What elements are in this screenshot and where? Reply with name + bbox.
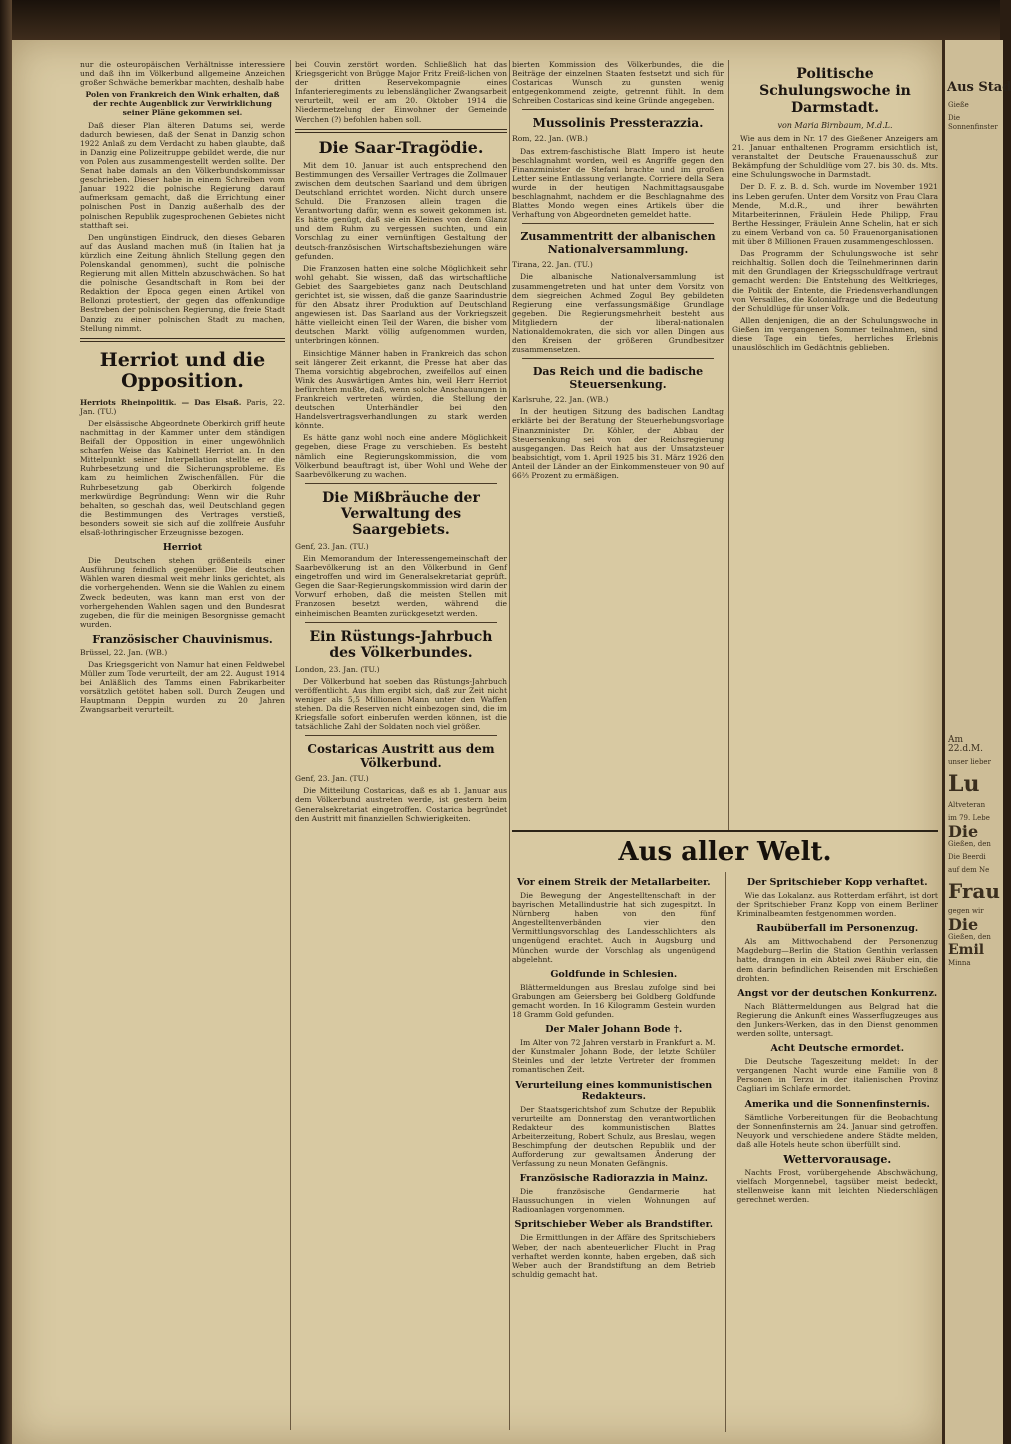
- article-text: Die Franzosen hatten eine solche Möglichkeit sehr wohl gehabt. Sie wissen, daß das wirtschaftliche Gebiet des Saargebietes ganz nach Deutschland gerichtet ist, sie wissen, daß die ganze Saarindustrie für den Absatz ihrer Produktion auf Deutschland angewiesen ist. Das Saarland aus der Vorkriegszeit hätte vielleicht einen Teil der Waren, die bisher vom deutschen Markt völlig aufgenommen wurden, unterbringen können.: [295, 263, 507, 346]
- dateline: London, 23. Jan. (TU.): [295, 664, 380, 674]
- dateline: Brüssel, 22. Jan. (WB.): [80, 647, 168, 657]
- item-title: Raubüberfall im Personenzug.: [756, 923, 919, 935]
- adjacent-line: im 79. Lebe: [948, 814, 990, 822]
- item-title: Amerika und die Sonnenfinsternis.: [744, 1098, 930, 1110]
- article-text: Wie aus dem in Nr. 17 des Gießener Anzeigers am 21. Januar enthaltenen Programm ersichtlich ist, veranstaltet der Deutsche Frauenausschuß zur Bekämpfung der Schuldlüge vom 27. bis 30. ds. Mts. eine Schulungswoche in Darmstadt.: [732, 134, 938, 180]
- article-text: In der heutigen Sitzung des badischen Landtag erklärte bei der Beratung der Steuerhebungsvorlage Finanzminister Dr. Köhler, der Abbau der Steuersenkung sei von der Reichsregierung ausgegangen. Das Reich hat aus der Umsatzsteuer beabsichtigt, vom 1. April 1925 bis 31. März 1926 den Anteil der Länder an der Einkommensteuer von 90 auf 66⅔ Prozent zu ermäßigen.: [512, 407, 724, 480]
- column-rule: [509, 60, 510, 1430]
- adjacent-line: Die: [948, 915, 979, 934]
- item-title: Angst vor der deutschen Konkurrenz.: [737, 987, 938, 999]
- separator: [305, 483, 497, 484]
- item-title: Acht Deutsche ermordet.: [770, 1043, 905, 1055]
- article-text: Allen denjenigen, die an der Schulungswoche in Gießen im vergangenen Sommer teilnahmen, sind diese Tage ein tiefes, herrliches Erlebnis unauslöschlich im Gedächtnis geblieben.: [732, 315, 938, 353]
- item-text: Blättermeldungen aus Breslau zufolge sind bei Grabungen am Geiersberg bei Goldberg Goldfunde gemacht worden. In 16 Kilogramm Gestein wurden 18 Gramm Gold gefunden.: [512, 982, 716, 1020]
- headline: Ein Rüstungs-Jahrbuch des Völkerbundes.: [309, 628, 493, 661]
- article-text: Der elsässische Abgeordnete Oberkirch griff heute nachmittag in der Kammer unter dem ständigen Beifall der Opposition in einer ungewöhnlich scharfen Weise das Kabinett Herriot an. In den Mittelpunkt seiner Interpellation stellte er die Ruhrbesetzung und die Sicherungsprobleme. Es kam zu heimlichen Zwischenfällen. Für die Ruhrbesetzung gab Oberkirch folgende merkwürdige Begründung: Wenn wir die Ruhr behalten, so geschah das, weil Deutschland gegen die Bestimmungen des Vertrages verstieß, besonders soweit sie sich auf die zollfreie Ausfuhr elsaß-lothringischer Erzeugnisse bezogen.: [80, 418, 285, 538]
- item-text: Die französische Gendarmerie hat Haussuchungen in vielen Wohnungen auf Radioanlagen vorgenommen.: [512, 1187, 716, 1215]
- adjacent-line: gegen wir: [948, 907, 984, 915]
- adjacent-line: Die Sonnenfinster: [948, 114, 998, 131]
- adjacent-line: Frau: [948, 879, 1000, 903]
- column-rule: [725, 872, 726, 1432]
- byline: von Maria Birnbaum, M.d.L.: [777, 121, 893, 130]
- adjacent-line: auf dem Ne: [948, 866, 990, 874]
- scan-left-border: [0, 0, 12, 1444]
- item-text: Die Ermittlungen in der Affäre des Spritschiebers Weber, der nach abenteuerlicher Flucht in Prag verhaftet werden konnte, haben ergeben, daß sich Weber auch der Brandstiftung an dem Betrieb schuldig gemacht hat.: [512, 1233, 716, 1279]
- adjacent-line: Emil: [948, 942, 985, 958]
- article-text: bierten Kommission des Völkerbundes, die die Beiträge der einzelnen Staaten festsetzt und sich für Costaricas Wunsch zu gunsten wenig entgegenkommend zeigte, getrennt fühlt. In dem Schreiben Costaricas sind keine Gründe angegeben.: [512, 60, 724, 106]
- separator: [80, 338, 285, 342]
- item-title: Der Maler Johann Bode †.: [545, 1024, 683, 1036]
- adjacent-page: [942, 40, 1011, 1444]
- separator: [295, 129, 507, 133]
- adjacent-line: Die Beerdi: [948, 853, 986, 861]
- dateline: Paris, 22. Jan. (TU.): [80, 397, 286, 416]
- section-title: Herriots Rheinpolitik. — Das Elsaß.: [80, 397, 242, 407]
- item-title: Vor einem Streik der Metallarbeiter.: [516, 877, 711, 888]
- column-2: [295, 60, 507, 1430]
- article-text: Mit dem 10. Januar ist auch entsprechend den Bestimmungen des Versailler Vertrages die Zollmauer zwischen dem deutschen Saarland und dem übrigen Deutschland errichtet worden. Nicht durch unsere Schuld. Die Franzosen allein tragen die Verantwortung dafür, wenn es soweit gekommen ist. Es hätte genügt, daß sie ein Kleines von dem Glanz und dem Ruhm zu vergessen suchten, und ein Vorschlag zu einer vernünftigen Gestaltung der deutsch-französischen Wirtschaftsbeziehungen wäre gefunden.: [295, 160, 507, 261]
- adjacent-line: Gießen, den: [948, 933, 991, 941]
- adjacent-line: Altveteran: [948, 801, 986, 809]
- separator: [305, 622, 497, 623]
- dateline: Tirana, 22. Jan. (TU.): [512, 260, 593, 270]
- headline: Herriot und die Opposition.: [99, 348, 266, 392]
- dateline: Genf, 23. Jan. (TU.): [295, 774, 369, 784]
- article-text: Die albanische Nationalversammlung ist zusammengetreten und hat unter dem Vorsitz von dem siegreichen Achmed Zogul Bey gebildeten Regierung eine verfassungsmäßige Grundlage gegeben. Die Regierungsmehrheit besteht aus Mitgliedern der liberal-nationalen Nationaldemokraten, die sich vor allen Dingen aus den Kreisen der größeren Grundbesitzer zusammensetzen.: [512, 272, 724, 355]
- headline: Politische Schulungswoche in Darmstadt.: [759, 66, 911, 116]
- separator: [522, 109, 714, 110]
- adjacent-spacer: [945, 134, 1003, 734]
- adjacent-line: Gieße: [948, 101, 969, 109]
- article-text: Der D. F. z. B. d. Sch. wurde im November 1921 ins Leben gerufen. Unter dem Vorsitz von Frau Clara Mende, M.d.R., und ihrer bewährten Mitarbeiterinnen, Fräulein Hede Philipp, Frau Berthe Hessinger, Fräulein Anne Schelin, hat er sich zu einem Verband von ca. 50 Frauenorganisationen mit über 8 Millionen Frauen zusammengeschlossen.: [732, 182, 938, 247]
- item-text: Sämtliche Vorbereitungen für die Beobachtung der Sonnenfinsternis am 24. Januar sind getroffen. Neuyork und verschiedene andere Städte melden, daß alle Hotels heute schon überfüllt sind.: [736, 1112, 938, 1149]
- column-3: [512, 60, 724, 825]
- adjacent-line: Die: [948, 822, 979, 841]
- item-title: Verurteilung eines kommunistischen Redakteurs.: [515, 1079, 713, 1102]
- adjacent-line: unser lieber: [948, 758, 991, 766]
- column-1: [80, 60, 285, 1430]
- adjacent-line: Lu: [948, 771, 980, 797]
- headline: Mussolinis Pressterazzia.: [532, 116, 704, 131]
- article-text: bei Couvin zerstört worden. Schließlich hat das Kriegsgericht von Brügge Major Fritz Freiß-lichen von der dritten Reservekompagnie eines Infanterieregiments zu lebenslänglicher Zwangsarbeit verurteilt, weil er am 20. Oktober 1914 die Niedermetzelung der Einwohner der Gemeinde Werchen (?) befohlen haben soll.: [295, 60, 507, 124]
- article-text: Die Mitteilung Costaricas, daß es ab 1. Januar aus dem Völkerbund austreten werde, ist gestern beim Generalsekretariat eingetroffen. Costarica begründet den Austritt mit finanziellen Schwierigkeiten.: [295, 786, 507, 823]
- item-text: Als am Mittwochabend der Personenzug Magdeburg—Berlin die Station Genthin verlassen hatte, drangen in ein Abteil zwei Räuber ein, die dem darin befindlichen Reisenden mit Erschießen drohten.: [736, 937, 938, 983]
- headline: Costaricas Austritt aus dem Völkerbund.: [307, 742, 495, 771]
- item-text: Im Alter von 72 Jahren verstarb in Frankfurt a. M. der Kunstmaler Johann Bode, der letzte Schüler Steinles und der letzte Vertreter der frommen romantischen Zeit.: [512, 1038, 716, 1075]
- aus-column-right: [736, 872, 938, 1432]
- item-text: Der Staatsgerichtshof zum Schutze der Republik verurteilte am Donnerstag den verantwortlichen Redakteur des kommunistischen Blattes Arbeiterzeitung, Robert Schulz, aus Breslau, wegen Beschimpfung der deutschen Republik und der Aufforderung zur gewaltsamen Änderung der Verfassung zu neun Monaten Gefängnis.: [512, 1104, 716, 1169]
- article-text: Den ungünstigen Eindruck, den dieses Gebaren auf das Ausland machen muß (in Italien hat ja kürzlich eine Zeitung ähnlich Stellung gegen den Polenskandal genommen), sucht die polnische Regierung mit allen Mitteln abzuschwächen. So hat die polnische Gesandtschaft in Rom bei der Redaktion der Epoca gegen einen Artikel von Bellonzi protestiert, der gegen das offenkundige Bestreben der polnischen Regierung, die freie Stadt Danzig zu einer polnischen Stadt zu machen, Stellung nimmt.: [80, 232, 285, 333]
- article-text: Die Deutschen stehen größenteils einer Ausführung feindlich gegenüber. Die deutschen Wählen waren diesmal weit mehr links gerichtet, als die vorhergehenden. Wenn sie die Wahlen zu einem Zweck bedeuten, was kann man erst von der vorhergehenden Wahlen sagen und den Bundesrat zugeben, die für die meinigen Besorgnisse gemacht wurden.: [80, 556, 285, 629]
- item-title: Goldfunde in Schlesien.: [550, 968, 678, 980]
- item-text: Die Bewegung der Angestelltenschaft in der bayrischen Metallindustrie hat sich zugespitzt. In Nürnberg haben von den fünf Angestelltenverbänden vier den Vermittlungsvorschlag des Landesschlichters als ungenügend erachtet. Auch in Augsburg und München wurde der Vorschlag als ungenügend abgelehnt.: [512, 891, 716, 964]
- item-title: Wettervorausage.: [783, 1152, 892, 1166]
- item-text: Nach Blättermeldungen aus Belgrad hat die Regierung die Ankunft eines Wasserflugzeuges aus den Junkers-Werken, das in den Dienst genommen werden sollte, untersagt.: [736, 1001, 938, 1039]
- dateline: Karlsruhe, 22. Jan. (WB.): [512, 395, 609, 405]
- article-text: Ein Memorandum der Interessengemeinschaft der Saarbevölkerung ist an den Völkerbund in Genf eingetroffen und wird im Generalsekretariat geprüft. Gegen die Saar-Regierungskommission wird darin der Vorwurf erhoben, daß die meisten Stellen mit Franzosen besetzt werden, während die einheimischen Beamten zurückgesetzt werden.: [295, 553, 507, 618]
- article-text: Es hätte ganz wohl noch eine andere Möglichkeit gegeben, diese Frage zu verschieben. Es besteht nämlich eine Regierungskommission, die vom Völkerbund beauftragt ist, über Wohl und Wehe der Saarbevölkerung zu wachen.: [295, 433, 507, 479]
- dateline: Rom, 22. Jan. (WB.): [512, 134, 588, 144]
- aus-column-left: [512, 872, 715, 1432]
- article-text: Das Kriegsgericht von Namur hat einen Feldwebel Müller zum Tode verurteilt, der am 22. August 1914 bei Anläßlich des Tamms einen Fabrikarbeiter vorsätzlich getötet haben soll. Durch Zeugen und Hauptmann Deppin wurden zu 20 Jahren Zwangsarbeit verurteilt.: [80, 659, 285, 715]
- headline: Das Reich und die badische Steuersenkung.: [532, 365, 704, 392]
- column-4: [732, 60, 938, 825]
- section-title: Herriot: [162, 542, 203, 554]
- item-title: Spritschieber Weber als Brandstifter.: [514, 1219, 714, 1231]
- separator: [305, 735, 497, 736]
- sub-headline: Polen von Frankreich den Wink erhalten, daß der rechte Augenblick zur Verwirklichung seiner Pläne gekommen sei.: [85, 90, 280, 118]
- headline: Zusammentritt der albanischen Nationalversammlung.: [520, 230, 716, 257]
- item-title: Der Spritschieber Kopp verhaftet.: [746, 877, 928, 888]
- article-text: Einsichtige Männer haben in Frankreich das schon seit längerer Zeit erkannt, die Presse hat aber das Thema vorsichtig abgebrochen, zweifellos auf einen Wink des Auswärtigen Amtes hin, weil Herr Herriot befürchten mußte, daß, wenn solche Anschauungen in Frankreich vertreten würden, die Stellung der deutschen Unterhändler bei den Handelsvertragsverhandlungen zu stark werden könnte.: [295, 348, 507, 431]
- item-title: Französische Radiorazzia in Mainz.: [519, 1173, 708, 1185]
- separator: [522, 358, 714, 359]
- headline: Die Saar-Tragödie.: [318, 137, 484, 157]
- headline: Die Mißbräuche der Verwaltung des Saargebiets.: [322, 489, 480, 538]
- column-rule: [728, 60, 729, 830]
- aus-aller-welt-section: [512, 830, 938, 1432]
- item-text: Nachts Frost, vorübergehende Abschwächung, vielfach Morgennebel, tagsüber meist bedeckt, stellenweise kann mit leichten Niederschlägen gerechnet werden.: [736, 1167, 938, 1205]
- article-text: Der Völkerbund hat soeben das Rüstungs-Jahrbuch veröffentlicht. Aus ihm ergibt sich, daß zur Zeit nicht weniger als 5,5 Millionen Mann unter den Waffen stehen. Da die Reserven nicht einbezogen sind, die im Kriegsfalle sofort einberufen werden können, ist die tatsächliche Zahl der Soldaten noch viel größer.: [295, 676, 507, 732]
- section-headline: Aus aller Welt.: [618, 837, 832, 867]
- article-text: Das Programm der Schulungswoche ist sehr reichhaltig. Sollen doch die Teilnehmerinnen darin mit den Grundlagen der Kriegsschuldfrage vertraut gemacht werden: Die Entstehung des Weltkrieges, die Politik der Entente, die Friedensverhandlungen von Versailles, die Kolonialfrage und die Bedeutung der Schuldlüge für unser Volk.: [732, 249, 938, 313]
- adjacent-line: Am 22.d.M.: [948, 735, 984, 754]
- adjacent-page-header: Aus Stad: [947, 80, 1011, 95]
- section-title: Französischer Chauvinismus.: [92, 632, 273, 646]
- article-text: nur die osteuropäischen Verhältnisse interessiere und daß ihn im Völkerbund allgemeine Anzeichen großer Schwäche bemerkbar machten, deshalb habe: [80, 60, 285, 88]
- article-text: Daß dieser Plan älteren Datums sei, werde dadurch bewiesen, daß der Senat in Danzig schon 1922 Anlaß zu dem Verdacht zu haben glaubte, daß in Danzig eine Polizeitruppe gebildet werde, die nur von Polen aus zusammengestellt werden sollte. Der Senat habe damals an den Völkerbundskommissar geschrieben. Dieser habe in einem Schreiben vom Januar 1922 die polnische Regierung darauf aufmerksam gemacht, daß die Errichtung einer polnischen Post in Danzig außerhalb des der polnischen Republik zugesprochenen Gebietes nicht statthaft sei.: [80, 120, 285, 230]
- column-rule: [290, 60, 291, 1430]
- adjacent-line: Minna: [948, 959, 971, 967]
- adjacent-line: Gießen, den: [948, 840, 991, 848]
- article-text: Das extrem-faschistische Blatt Impero ist heute beschlagnahmt worden, weil es Angriffe gegen den Finanzminister de Stefani brachte und im großen Letter seine Entlassung verlangte. Corriere della Sera wurde in der heutigen Nachmittagsausgabe beschlagnahmt, nachdem er die Beschlagnahme des Blattes Mondo wegen eines Artikels über die Verhaftung von Abgeordneten gemeldet hatte.: [512, 146, 724, 220]
- item-text: Die Deutsche Tageszeitung meldet: In der vergangenen Nacht wurde eine Familie von 8 Personen in Terzu in der italienischen Provinz Cagliari im Schlafe ermordet.: [736, 1057, 938, 1094]
- separator: [522, 223, 714, 224]
- item-text: Wie das Lokalanz. aus Rotterdam erfährt, ist dort der Spritschieber Franz Kopp von einem Berliner Kriminalbeamten festgenommen worden.: [736, 891, 938, 919]
- dateline: Genf, 23. Jan. (TU.): [295, 541, 369, 551]
- scan-top-border: [0, 0, 1000, 40]
